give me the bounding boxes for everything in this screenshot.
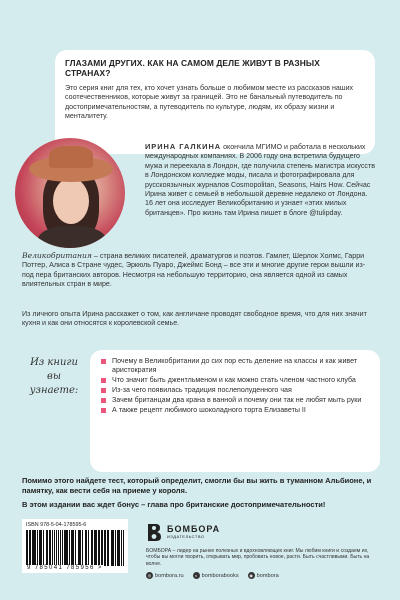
facts-list [100,357,370,416]
from-book-label: Из книги вы узнаете: [29,357,79,396]
bullet-icon [101,359,106,364]
bombora-logo-icon [146,522,162,542]
social-instagram[interactable]: ◉ bombora [249,572,279,579]
bullet-icon [101,408,106,413]
publisher-socials [146,572,279,579]
globe-icon: ◎ [147,573,152,578]
britain-script-word: Великобритания [22,251,92,260]
list-item: Что значит быть джентльменом и как можно стать членом частного клуба [100,376,370,385]
vk-icon: v [193,572,200,579]
bonus-section [22,476,378,510]
isbn-label: ISBN 978-5-04-178595-6 [26,522,87,528]
facts-box [90,350,380,472]
publisher-description: БОМБОРА – лидер на рынке полезных и вдохновляющих книг. Мы любим книги и создаем их, чтобы вы могли творить, открывать мир, пробовать новое, расти. Быть счастливыми. Быть на волне. [146,548,370,567]
bullet-icon [101,398,106,403]
series-description: Это серия книг для тех, кто хочет узнать больше о любимом месте из рассказов наших соотечественников, которые живут за границей. Это не банальный путеводитель по достопримечательностям, а путеводитель по культуре, людям, их образу жизни и менталитету. [65,84,354,121]
experience-paragraph: Из личного опыта Ирина расскажет о том, как англичане проводят свободное время, что для них значит кухня и как они относятся к королевской семье. [22,310,367,328]
list-item: Зачем британцам два крана в ванной и почему они так не любят мыть руки [100,396,370,405]
social-website[interactable]: ◎ bombora.ru [147,572,184,579]
bonus-text-1: Помимо этого найдете тест, который определит, смогли бы вы жить в туманном Альбионе, и памятку, как вести себя на приеме у короля. [22,476,372,495]
bullet-icon [101,378,106,383]
publisher-name: БОМБОРА [167,524,221,534]
series-title: ГЛАЗАМИ ДРУГИХ. КАК НА САМОМ ДЕЛЕ ЖИВУТ В РАЗНЫХ СТРАНАХ? [65,58,320,78]
list-item: Из-за чего появилась традиция послеполуденного чая [100,386,370,395]
author-bio-text: окончила МГИМО и работала в нескольких международных компаниях. В 2006 году она встретила будущего мужа и переехала в Лондон, где получила степень магистра искусств в Лондонском колледже моды, писала и фотографировала для русскоязычных журналов Cosmopolitan, Seasons, Hairs How. Сейчас Ирина живет с семьей в небольшой деревне недалеко от Лондона. 16 лет она исследует Великобританию и узнает «этих милых британцев». Про жизнь там Ирина пишет в блоге @tulipday. [145,143,375,217]
barcode [22,519,128,573]
list-item: А также рецепт любимого шоколадного торта Елизаветы II [100,406,370,415]
bonus-text-2: В этом издании вас ждет бонус – глава про британские достопримечательности! [22,500,326,509]
britain-text: – страна великих писателей, драматургов и поэтов. Гамлет, Шерлок Холмс, Гарри Поттер, Алиса в Стране чудес, Эркюль Пуаро, Джеймс Бонд – все эти и многие другие герои вышли из-под пера британских авторов. Несмотря на небольшую территорию, она является одной из самых влиятельных стран в мире. [22,252,366,289]
author-bio [145,142,377,218]
camera-icon: ◉ [249,573,253,578]
publisher-logo [146,522,220,542]
bullet-icon [101,388,106,393]
isbn-number: 9 785041 785956 > [27,565,103,571]
barcode-bars [26,530,124,566]
britain-paragraph [22,251,376,290]
series-intro-box [55,50,375,154]
list-item: Почему в Великобритании до сих пор есть деление на классы и как живет аристократия [100,357,370,376]
social-vk[interactable]: v bomborabooks [193,572,239,579]
publisher-subtitle: ИЗДАТЕЛЬСТВО [167,534,205,539]
author-photo [15,138,125,248]
author-name: ИРИНА ГАЛКИНА [145,142,222,151]
